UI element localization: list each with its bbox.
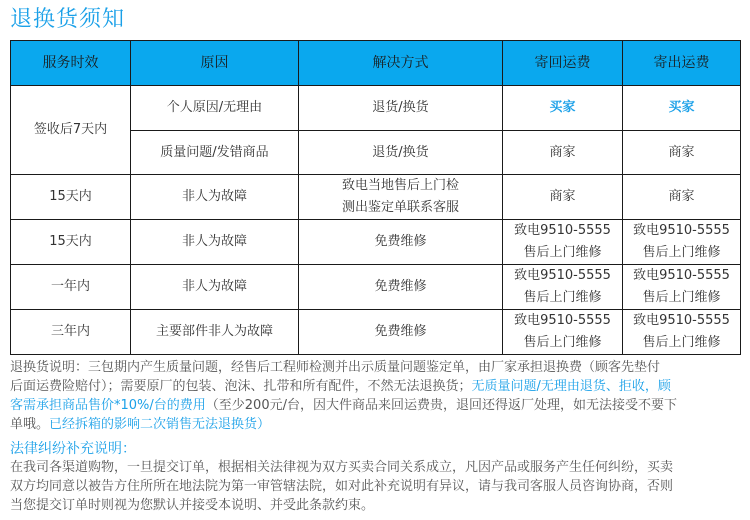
page-title: 退换货须知 [10, 7, 126, 32]
fee-phone: 致电9510-5555 [633, 223, 730, 238]
return-fee-cell: 商家 [503, 131, 623, 175]
solution-cell: 免费维修 [299, 265, 503, 310]
legal-body [10, 458, 740, 515]
period-cell: 签收后7天内 [11, 86, 131, 175]
solution-cell: 退货/换货 [299, 86, 503, 131]
table-row [11, 310, 741, 355]
reason-cell: 质量问题/发错商品 [131, 131, 299, 175]
table-row [11, 265, 741, 310]
fee-service: 售后上门维修 [642, 290, 721, 305]
solution-line: 测出鉴定单联系客服 [341, 200, 459, 215]
solution-cell [299, 175, 503, 220]
notes-line [10, 415, 740, 434]
legal-line: 双方均同意以被告方住所所在地法院为第一审管辖法院，如对此补充说明有异议，请与我司客服人员咨询协商，否则 [10, 479, 674, 494]
notes-highlight: 客需承担商品售价*10%/台的费用 [10, 398, 206, 413]
fee-service: 售后上门维修 [642, 245, 721, 260]
send-fee-cell: 商家 [623, 131, 741, 175]
return-fee-cell [503, 220, 623, 265]
notes-text: 后面运费险赔付）；需要原厂的包装、泡沫、扎带和所有配件，不然无法退换货； [10, 379, 472, 394]
return-fee-cell [503, 310, 623, 355]
notes-highlight: 已经拆箱的影响二次销售无法退换货） [49, 417, 271, 432]
reason-cell: 非人为故障 [131, 265, 299, 310]
send-fee-cell [623, 310, 741, 355]
send-fee-cell: 商家 [623, 175, 741, 220]
return-policy-table [10, 40, 741, 355]
legal-title: 法律纠纷补充说明： [10, 441, 136, 457]
table-header-row [11, 41, 741, 86]
fee-service: 售后上门维修 [523, 290, 602, 305]
fee-phone: 致电9510-5555 [514, 268, 611, 283]
notes-text: 单哦。 [10, 417, 50, 432]
return-fee-cell [503, 265, 623, 310]
notes-line [10, 396, 740, 415]
reason-cell: 个人原因/无理由 [131, 86, 299, 131]
return-fee-cell: 买家 [503, 86, 623, 131]
header-period: 服务时效 [11, 41, 131, 86]
legal-line: 在我司各渠道购物，一旦提交订单，根据相关法律视为双方买卖合同关系成立，凡因产品或服务产生任何纠纷，买卖 [10, 460, 674, 475]
header-reason: 原因 [131, 41, 299, 86]
fee-phone: 致电9510-5555 [633, 268, 730, 283]
fee-phone: 致电9510-5555 [514, 223, 611, 238]
table-row [11, 220, 741, 265]
solution-cell: 免费维修 [299, 310, 503, 355]
fee-service: 售后上门维修 [523, 245, 602, 260]
header-send-fee: 寄出运费 [623, 41, 741, 86]
send-fee-cell [623, 220, 741, 265]
notes-highlight: 无质量问题/无理由退货、拒收，顾 [471, 379, 671, 394]
notes-line [10, 377, 740, 396]
table-row [11, 86, 741, 131]
header-return-fee: 寄回运费 [503, 41, 623, 86]
period-cell: 三年内 [11, 310, 131, 355]
reason-cell: 非人为故障 [131, 220, 299, 265]
fee-service: 售后上门维修 [642, 335, 721, 350]
notes-text: （至少200元/台，因大件商品来回运费贵，退回还得返厂处理，如无法接受不要下 [205, 398, 677, 413]
notes-line: 退换货说明：三包期内产生质量问题，经售后工程师检测并出示质量问题鉴定单，由厂家承担退换费（顾客先垫付 [10, 360, 661, 375]
solution-cell: 免费维修 [299, 220, 503, 265]
reason-cell: 非人为故障 [131, 175, 299, 220]
reason-cell: 主要部件非人为故障 [131, 310, 299, 355]
legal-line: 当您提交订单时则视为您默认并接受本说明、并受此条款约束。 [10, 498, 375, 513]
period-cell: 一年内 [11, 265, 131, 310]
solution-line: 致电当地售后上门检 [341, 178, 459, 193]
fee-phone: 致电9510-5555 [633, 313, 730, 328]
period-cell: 15天内 [11, 175, 131, 220]
return-notes [10, 358, 740, 434]
fee-phone: 致电9510-5555 [514, 313, 611, 328]
header-solution: 解决方式 [299, 41, 503, 86]
table-row [11, 175, 741, 220]
period-cell: 15天内 [11, 220, 131, 265]
fee-service: 售后上门维修 [523, 335, 602, 350]
return-fee-cell: 商家 [503, 175, 623, 220]
send-fee-cell: 买家 [623, 86, 741, 131]
solution-cell: 退货/换货 [299, 131, 503, 175]
send-fee-cell [623, 265, 741, 310]
